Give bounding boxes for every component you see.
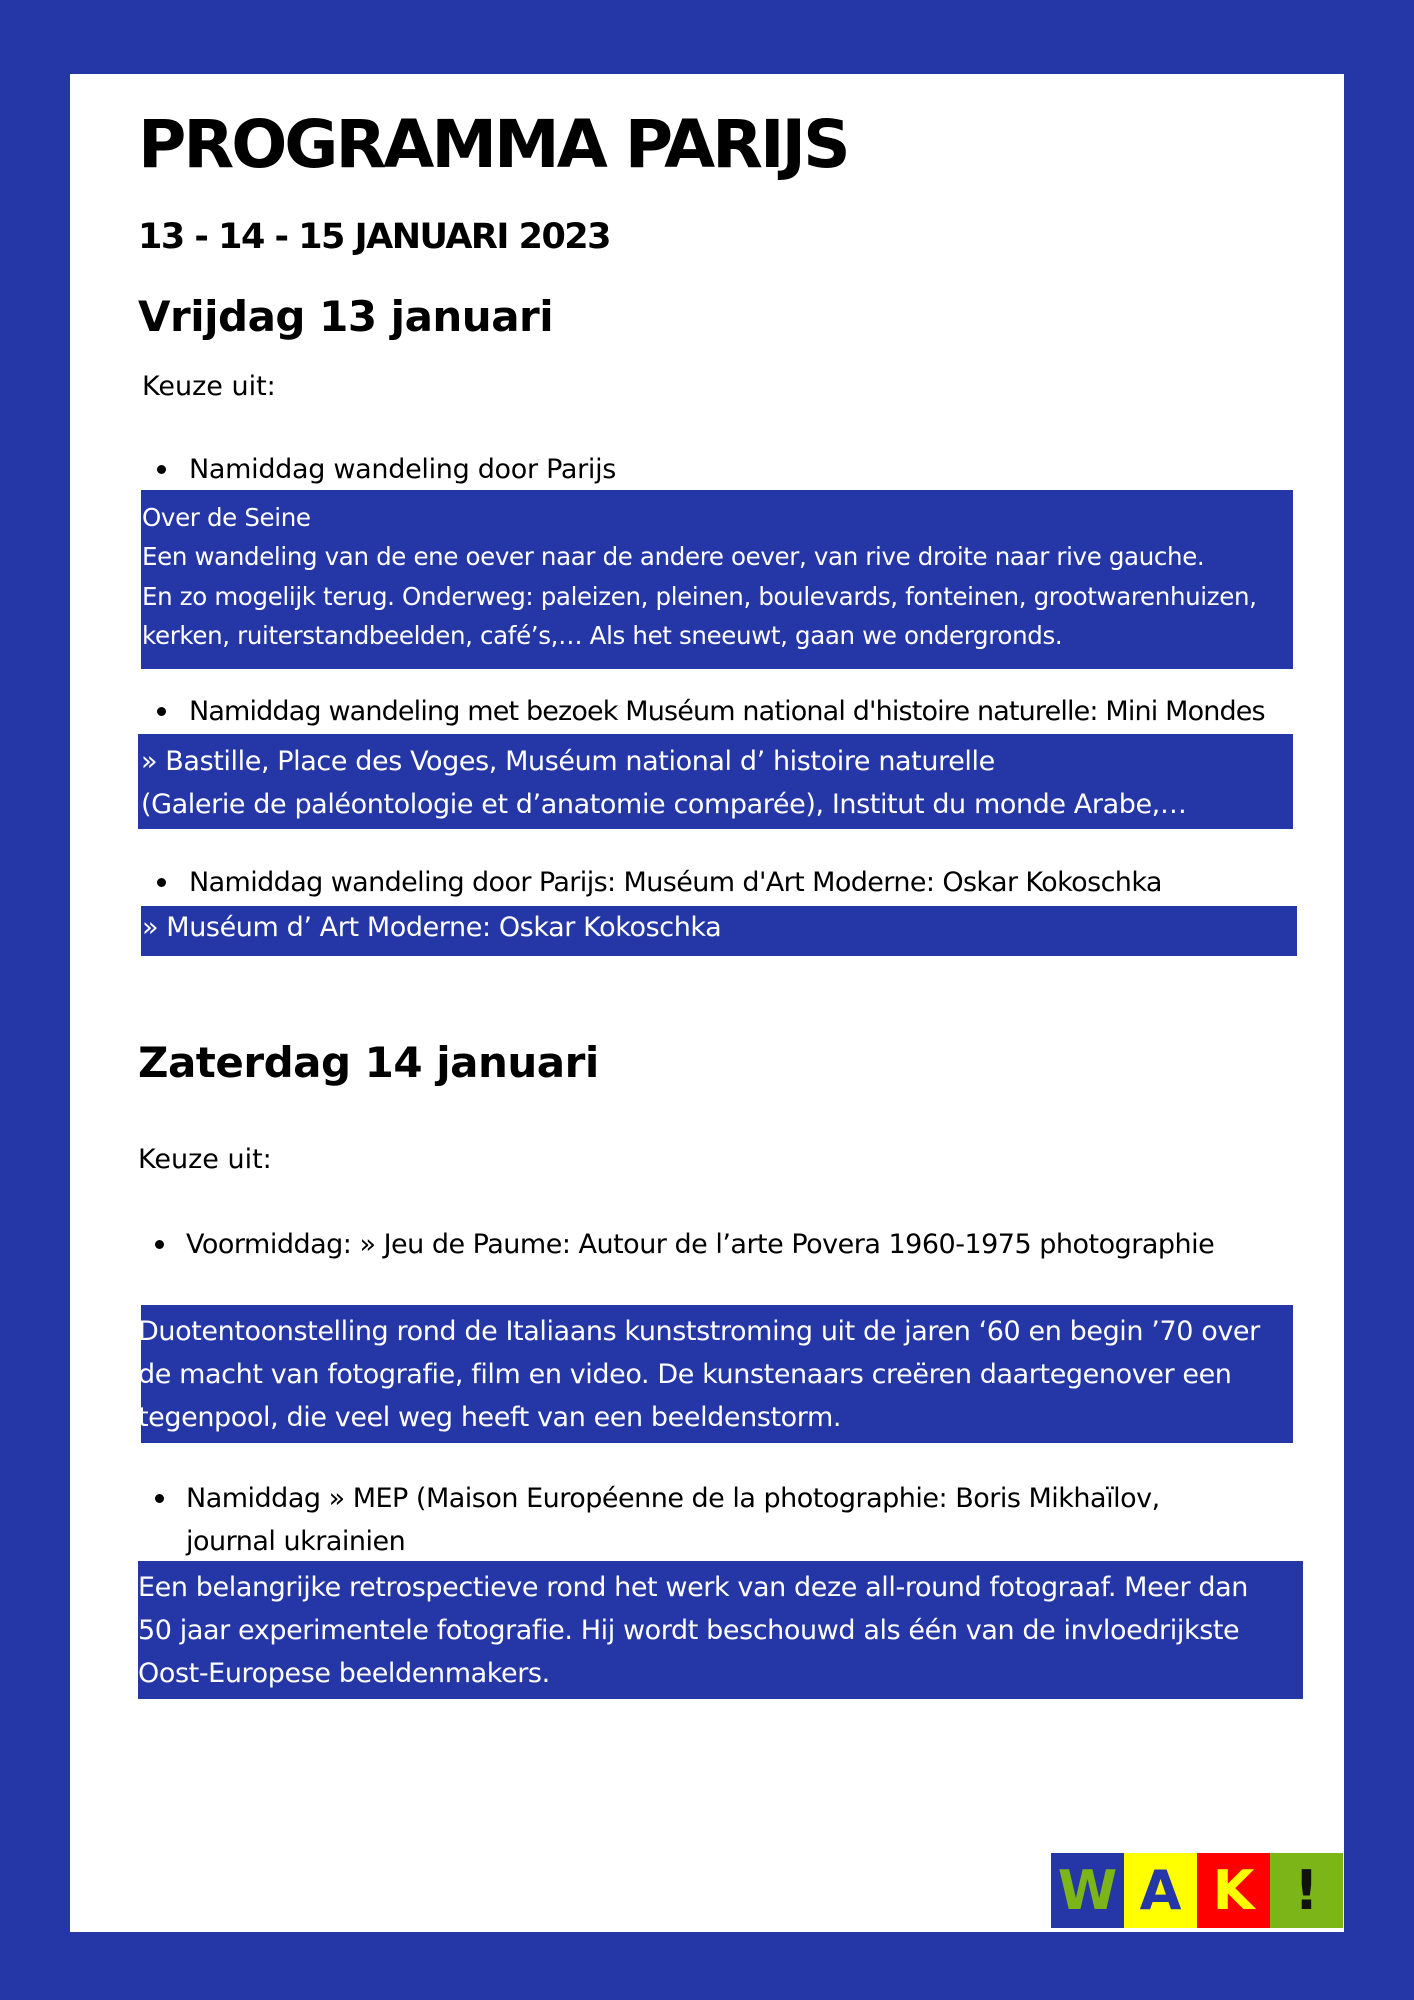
description-line: » Muséum d’ Art Moderne: Oskar Kokoschka: [142, 912, 722, 943]
saturday-intro: Keuze uit:: [138, 1144, 272, 1175]
event-dates: 13 - 14 - 15 JANUARI 2023: [138, 217, 610, 257]
friday-item-2-label: Namiddag wandeling met bezoek Muséum national d'histoire naturelle: Mini Mondes: [189, 696, 1265, 727]
description-line: (Galerie de paléontologie et d’anatomie comparée), Institut du monde Arabe,…: [141, 789, 1187, 820]
bullet: [155, 1494, 164, 1503]
friday-item-1-description: [141, 490, 1293, 669]
friday-item-3-description: [141, 906, 1297, 956]
day-heading-saturday: Zaterdag 14 januari: [138, 1038, 599, 1087]
saturday-item-1-label: Voormiddag: » Jeu de Paume: Autour de l’arte Povera 1960-1975 photographie: [186, 1229, 1215, 1260]
wak-logo: [1051, 1853, 1343, 1928]
saturday-item-2-description: [138, 1561, 1303, 1699]
bullet: [157, 465, 166, 474]
description-line: Oost-Europese beeldenmakers.: [138, 1658, 550, 1689]
description-line: de macht van fotografie, film en video. De kunstenaars creëren daartegenover een: [138, 1359, 1232, 1390]
description-line: kerken, ruiterstandbeelden, café’s,… Als het sneeuwt, gaan we ondergronds.: [142, 620, 1063, 650]
description-line: Over de Seine: [142, 503, 311, 532]
saturday-item-1-description: [138, 1305, 1293, 1443]
friday-item-3-label: Namiddag wandeling door Parijs: Muséum d'Art Moderne: Oskar Kokoschka: [189, 867, 1162, 898]
description-line: Duotentoonstelling rond de Italiaans kunststroming uit de jaren ‘60 en begin ’70 over: [138, 1316, 1260, 1347]
friday-intro: Keuze uit:: [142, 371, 276, 402]
logo-letter-k: K: [1197, 1853, 1270, 1928]
description-line: En zo mogelijk terug. Onderweg: paleizen, pleinen, boulevards, fonteinen, grootwarenhuizen,: [142, 581, 1257, 611]
bullet: [157, 878, 166, 887]
logo-letter-w: W: [1051, 1853, 1124, 1928]
logo-exclamation: !: [1270, 1853, 1343, 1928]
saturday-item-2-label-continued: journal ukrainien: [186, 1526, 406, 1557]
saturday-item-2-label: Namiddag » MEP (Maison Européenne de la photographie: Boris Mikhaïlov,: [186, 1483, 1160, 1514]
bullet: [157, 707, 166, 716]
logo-letter-a: A: [1124, 1853, 1197, 1928]
description-line: 50 jaar experimentele fotografie. Hij wordt beschouwd als één van de invloedrijkste: [138, 1615, 1240, 1646]
day-heading-friday: Vrijdag 13 januari: [138, 292, 554, 341]
page-title: PROGRAMMA PARIJS: [138, 106, 848, 183]
description-line: Een wandeling van de ene oever naar de andere oever, van rive droite naar rive gauche.: [142, 542, 1205, 572]
friday-item-1-label: Namiddag wandeling door Parijs: [189, 454, 617, 485]
description-line: tegenpool, die veel weg heeft van een beeldenstorm.: [138, 1402, 842, 1433]
friday-item-2-description: [138, 734, 1293, 829]
description-line: » Bastille, Place des Voges, Muséum national d’ histoire naturelle: [141, 746, 995, 777]
description-line: Een belangrijke retrospectieve rond het werk van deze all-round fotograaf. Meer dan: [138, 1572, 1248, 1603]
bullet: [155, 1240, 164, 1249]
